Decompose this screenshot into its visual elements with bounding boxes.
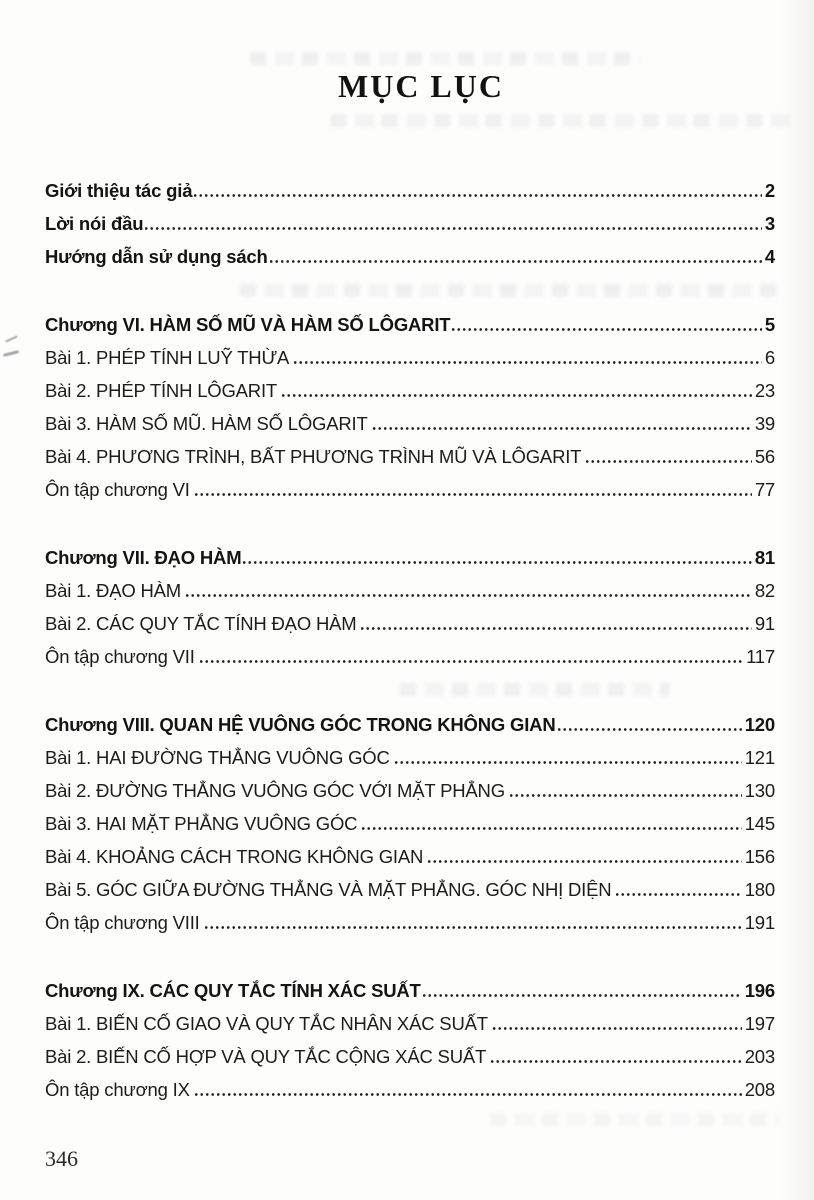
chapter-title: Chương VI. HÀM SỐ MŨ VÀ HÀM SỐ LÔGARIT [45, 314, 451, 335]
dot-leader [195, 493, 752, 496]
dot-leader [586, 460, 752, 463]
toc-entry-row [45, 909, 775, 942]
bleed-through-text [250, 52, 640, 65]
toc-entry-page-number: 56 [754, 446, 775, 467]
dot-leader [361, 627, 751, 630]
toc-entry-page-number: 156 [744, 846, 775, 867]
dot-leader [362, 827, 741, 830]
toc-entry-label: Bài 4. KHOẢNG CÁCH TRONG KHÔNG GIAN [45, 846, 424, 867]
toc-entry-row [45, 876, 775, 909]
toc-entry-label: Lời nói đầu [45, 213, 144, 234]
toc-entry-label: Ôn tập chương VIII [45, 912, 200, 933]
toc-entry-label: Bài 2. ĐƯỜNG THẲNG VUÔNG GÓC VỚI MẶT PHẲNG [45, 780, 505, 801]
chapter-heading-row [45, 977, 775, 1010]
toc-entry-label: Ôn tập chương VI [45, 479, 190, 500]
toc-entry-label: Bài 2. PHÉP TÍNH LÔGARIT [45, 380, 278, 401]
toc-entry-page-number: 23 [754, 380, 775, 401]
toc-entry-page-number: 91 [754, 613, 775, 634]
toc-entry-row [45, 210, 775, 243]
toc-entry-row [45, 243, 775, 276]
dot-leader [493, 1027, 742, 1030]
chapter-heading-row [45, 544, 775, 577]
toc-entry-row [45, 1043, 775, 1076]
pencil-mark [5, 335, 18, 342]
toc-entry-page-number: 4 [764, 246, 775, 267]
dot-leader [194, 194, 762, 197]
toc-entry-label: Bài 1. ĐẠO HÀM [45, 580, 181, 601]
toc-entry-page-number: 180 [744, 879, 775, 900]
chapter-section [45, 711, 775, 942]
toc-entry-page-number: 130 [744, 780, 775, 801]
dot-leader [282, 394, 752, 397]
dot-leader [452, 328, 762, 331]
chapter-page-number: 120 [744, 714, 775, 735]
dot-leader [243, 561, 751, 564]
toc-entry-label: Hướng dẫn sử dụng sách [45, 246, 268, 267]
toc-entry-row [45, 843, 775, 876]
toc-entry-row [45, 177, 775, 210]
dot-leader [558, 728, 742, 731]
toc-entry-row [45, 443, 775, 476]
chapter-section [45, 311, 775, 509]
toc-entry-page-number: 117 [746, 646, 775, 667]
chapter-title: Chương IX. CÁC QUY TẮC TÍNH XÁC SUẤT [45, 980, 421, 1001]
pencil-mark [3, 350, 19, 356]
toc-entry-page-number: 121 [744, 747, 775, 768]
dot-leader [205, 926, 742, 929]
bleed-through-text [330, 114, 790, 127]
toc-entry-row [45, 777, 775, 810]
dot-leader [395, 761, 742, 764]
toc-entry-label: Bài 4. PHƯƠNG TRÌNH, BẤT PHƯƠNG TRÌNH MŨ VÀ LÔGARIT [45, 446, 582, 467]
dot-leader [423, 994, 742, 997]
dot-leader [145, 227, 762, 230]
toc-entry-row [45, 476, 775, 509]
chapter-section [45, 544, 775, 676]
chapter-page-number: 5 [764, 314, 775, 335]
toc-entry-label: Ôn tập chương IX [45, 1079, 190, 1100]
toc-entry-page-number: 145 [744, 813, 775, 834]
dot-leader [510, 794, 742, 797]
toc-entry-page-number: 82 [754, 580, 775, 601]
chapter-heading-row [45, 711, 775, 744]
front-matter-section [45, 177, 775, 276]
table-of-contents [45, 177, 775, 1109]
dot-leader [616, 893, 741, 896]
chapter-page-number: 196 [744, 980, 775, 1001]
page-title-wrap [14, 68, 814, 105]
dot-leader [428, 860, 742, 863]
chapter-page-number: 81 [754, 547, 775, 568]
dot-leader [491, 1060, 742, 1063]
toc-entry-page-number: 197 [744, 1013, 775, 1034]
dot-leader [294, 361, 762, 364]
chapter-heading-row [45, 311, 775, 344]
toc-entry-page-number: 6 [764, 347, 775, 368]
toc-entry-row [45, 744, 775, 777]
toc-entry-row [45, 577, 775, 610]
toc-entry-label: Giới thiệu tác giả [45, 180, 193, 201]
toc-entry-row [45, 643, 775, 676]
toc-entry-page-number: 39 [754, 413, 775, 434]
toc-entry-row [45, 1076, 775, 1109]
toc-entry-label: Bài 1. PHÉP TÍNH LUỸ THỪA [45, 347, 290, 368]
dot-leader [186, 594, 752, 597]
toc-entry-label: Bài 2. CÁC QUY TẮC TÍNH ĐẠO HÀM [45, 613, 357, 634]
toc-entry-row [45, 810, 775, 843]
toc-entry-page-number: 3 [764, 213, 775, 234]
folio-page-number: 346 [45, 1146, 78, 1171]
toc-entry-label: Bài 3. HÀM SỐ MŨ. HÀM SỐ LÔGARIT [45, 413, 368, 434]
toc-entry-label: Bài 5. GÓC GIỮA ĐƯỜNG THẲNG VÀ MẶT PHẲNG. GÓC NHỊ DIỆN [45, 879, 612, 900]
dot-leader [270, 260, 762, 263]
toc-entry-page-number: 191 [744, 912, 775, 933]
toc-entry-row [45, 410, 775, 443]
chapter-title: Chương VII. ĐẠO HÀM [45, 547, 242, 568]
toc-entry-row [45, 1010, 775, 1043]
page-title: MỤC LỤC [338, 68, 504, 104]
toc-entry-label: Ôn tập chương VII [45, 646, 195, 667]
toc-entry-label: Bài 1. BIẾN CỐ GIAO VÀ QUY TẮC NHÂN XÁC SUẤT [45, 1013, 488, 1034]
toc-entry-page-number: 203 [744, 1046, 775, 1067]
dot-leader [200, 660, 743, 663]
chapter-title: Chương VIII. QUAN HỆ VUÔNG GÓC TRONG KHÔNG GIAN [45, 714, 556, 735]
bleed-through-text [490, 1113, 780, 1126]
toc-entry-label: Bài 3. HAI MẶT PHẲNG VUÔNG GÓC [45, 813, 358, 834]
toc-entry-page-number: 2 [764, 180, 775, 201]
toc-entry-page-number: 208 [744, 1079, 775, 1100]
chapter-section [45, 977, 775, 1109]
toc-entry-page-number: 77 [754, 479, 775, 500]
toc-entry-row [45, 344, 775, 377]
dot-leader [195, 1093, 742, 1096]
toc-entry-label: Bài 1. HAI ĐƯỜNG THẲNG VUÔNG GÓC [45, 747, 390, 768]
toc-entry-row [45, 610, 775, 643]
toc-entry-label: Bài 2. BIẾN CỐ HỢP VÀ QUY TẮC CỘNG XÁC SUẤT [45, 1046, 487, 1067]
dot-leader [373, 427, 752, 430]
toc-entry-row [45, 377, 775, 410]
